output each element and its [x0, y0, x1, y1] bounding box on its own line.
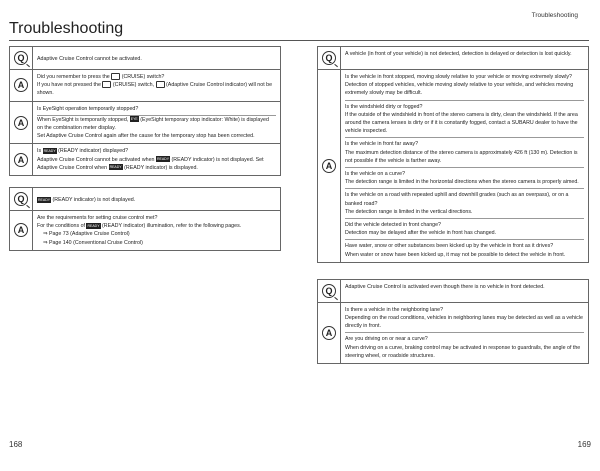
answer-row	[10, 70, 280, 102]
q-icon: Q	[322, 51, 336, 65]
answer-question: Is the vehicle in front stopped, moving slowly relative to your vehicle or moving extremely slowly?	[345, 74, 572, 80]
troubleshoot-block	[9, 46, 281, 176]
question-badge	[10, 47, 33, 69]
answer-row	[10, 211, 280, 250]
answer-question: Are the requirements for setting cruise control met?	[37, 215, 158, 222]
ready-icon: READY	[43, 149, 56, 154]
eyesight-stop-icon: EYE	[130, 117, 138, 122]
q-icon: Q	[322, 284, 336, 298]
answer-text: Is	[37, 148, 42, 155]
answer-row	[10, 144, 280, 175]
answer-question: Are you driving on or near a curve?	[345, 336, 428, 343]
a-icon: A	[14, 223, 28, 237]
question-text: Adaptive Cruise Control cannot be activated.	[37, 56, 142, 62]
a-icon: A	[14, 78, 28, 92]
answer-text: Detection may be delayed after the vehicle in front has changed.	[345, 230, 497, 237]
answer-text: (READY indicator) is displayed.	[124, 164, 198, 171]
answer-badge	[10, 144, 33, 175]
question-badge	[10, 188, 33, 210]
page-reference-link[interactable]: Page 140 (Conventional Cruise Control)	[48, 239, 143, 246]
acc-indicator-icon	[156, 81, 165, 88]
q-icon: Q	[14, 51, 28, 65]
answer-text: Did you remember to press the	[37, 74, 110, 80]
answer-badge	[10, 102, 33, 144]
question-row	[10, 188, 280, 211]
q-icon: Q	[14, 192, 28, 206]
answer-badge	[318, 70, 341, 262]
answer-question: Is the windshield dirty or fogged?	[345, 103, 423, 110]
answer-text: Detection of stopped vehicles, vehicle moving slowly relative to your vehicle, and vehicles moving extremely slowly may be difficult.	[345, 82, 574, 97]
ready-icon: READY	[38, 197, 51, 202]
answer-badge	[318, 303, 341, 363]
arrow-icon: ⇒	[43, 231, 48, 238]
answer-question: Is the vehicle in front far away?	[345, 141, 419, 148]
answer-text: Adaptive Cruise Control cannot be activated when	[37, 156, 155, 163]
answer-question: Did the vehicle detected in front change?	[345, 222, 441, 229]
answer-text: (READY indicator) is not displayed. Set Adaptive Cruise Control when	[37, 156, 264, 171]
answer-text: (READY indicator) displayed?	[58, 148, 129, 155]
a-icon: A	[14, 153, 28, 167]
a-icon: A	[322, 159, 336, 173]
question-text: Adaptive Cruise Control is activated even though there is no vehicle in front detected.	[345, 283, 545, 290]
answer-badge	[10, 211, 33, 250]
page-title: Troubleshooting	[9, 20, 124, 37]
ready-icon: READY	[156, 157, 170, 162]
answer-text: The detection range is limited in the horizontal directions when the stereo camera is properly aimed.	[345, 179, 579, 186]
answer-text: For the conditions of	[37, 223, 85, 230]
question-text: (READY indicator) is not displayed.	[52, 197, 136, 204]
a-icon: A	[322, 326, 336, 340]
answer-text: If you have not pressed the	[37, 82, 101, 89]
a-icon: A	[14, 116, 28, 130]
ready-icon: READY	[87, 223, 100, 228]
answer-text: Set Adaptive Cruise Control again after the cause for the temporary stop has been corrected.	[37, 133, 255, 140]
answer-question: Is EyeSight operation temporarily stopped?	[37, 105, 276, 116]
answer-row	[318, 70, 588, 262]
answer-text: If the outside of the windshield in front of the stereo camera is dirty, clean the windshield. If the area around the camera lenses is dirty or if it is constantly fogged, contact a SUBARU dealer to have the vehicle inspected.	[345, 111, 578, 135]
answer-text: The detection range is limited in the vertical directions.	[345, 208, 473, 215]
answer-text: The maximum detection distance of the stereo camera is approximately 426 ft (130 m). Detection is not possible if the vehicle is farther away.	[345, 149, 578, 164]
running-header: Troubleshooting	[531, 12, 578, 19]
answer-question: Have water, snow or other substances been kicked up by the vehicle in front as it drives?	[345, 243, 554, 250]
answer-row	[318, 303, 588, 363]
cruise-icon	[111, 73, 120, 80]
answer-text: When EyeSight is temporarily stopped,	[37, 116, 129, 123]
question-badge	[318, 280, 341, 302]
ready-icon: READY	[109, 165, 122, 170]
answer-badge	[10, 70, 33, 101]
question-row	[318, 280, 588, 303]
cruise-icon	[102, 81, 111, 88]
page-reference-link[interactable]: Page 73 (Adaptive Cruise Control)	[48, 231, 130, 238]
answer-text: When driving on a curve, braking control may be activated in response to guardrails, the angle of the steering wheel, or roadside structures.	[345, 344, 581, 359]
left-column	[9, 46, 281, 251]
answer-question: Is there a vehicle in the neighboring lane?	[345, 306, 444, 313]
right-column	[317, 46, 589, 364]
answer-row	[10, 102, 280, 145]
answer-text: (CRUISE) switch?	[121, 74, 165, 80]
answer-text: (Adaptive Cruise Control indicator) will not be shown.	[37, 82, 273, 97]
troubleshoot-block	[9, 187, 281, 251]
troubleshoot-block	[317, 46, 589, 263]
answer-text: (CRUISE) switch,	[112, 82, 155, 89]
question-row	[318, 47, 588, 70]
answer-text: When water or snow have been kicked up, it may not be possible to detect the vehicle in front.	[345, 251, 566, 258]
page-number-right: 169	[577, 440, 591, 449]
page-number-left: 168	[9, 440, 23, 449]
arrow-icon: ⇒	[43, 239, 48, 246]
answer-question: Is the vehicle on a curve?	[345, 171, 406, 178]
answer-text: Depending on the road conditions, vehicles in neighboring lanes may be detected as well as a vehicle directly in front.	[345, 315, 583, 330]
troubleshoot-block	[317, 279, 589, 364]
answer-text: (READY indicator) illumination, refer to the following pages.	[102, 223, 242, 230]
title-divider	[9, 40, 589, 41]
question-text: A vehicle (in front of your vehicle) is not detected, detection is delayed or detection is lost quickly.	[345, 51, 572, 57]
answer-question: Is the vehicle on a road with repeated uphill and downhill grades (such as an overpass), or on a banked road?	[345, 192, 569, 207]
answer-text: (EyeSight temporary stop indicator: White) is displayed on the combination meter display.	[37, 116, 269, 132]
question-badge	[318, 47, 341, 69]
question-row	[10, 47, 280, 70]
